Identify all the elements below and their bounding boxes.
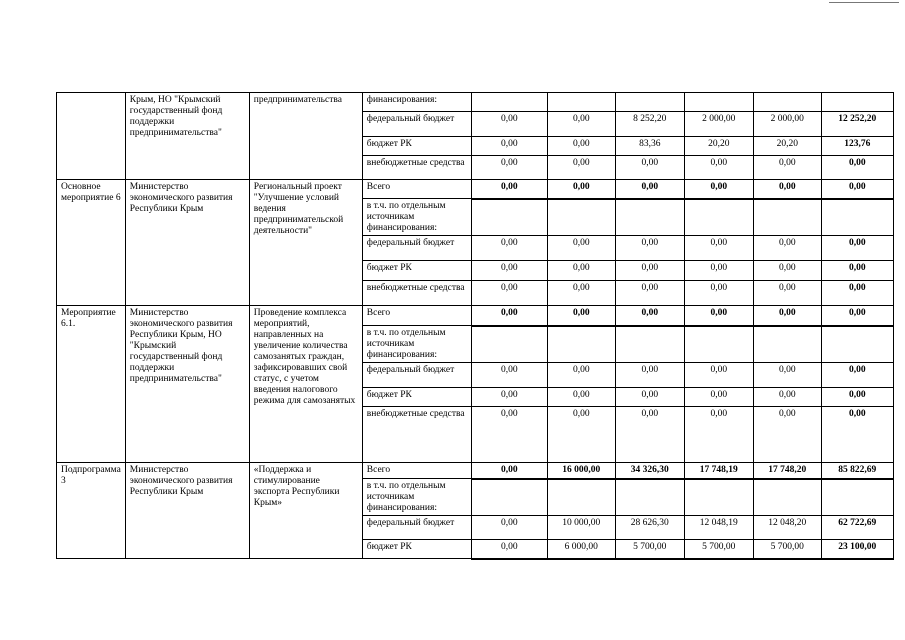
value-cell: 34 326,30 [615, 463, 684, 479]
value-cell: 0,00 [753, 261, 821, 281]
value-cell: 0,00 [684, 261, 753, 281]
source-cell: федеральный бюджет [362, 112, 471, 137]
funding-table [56, 92, 894, 560]
executor-cell: Министерство экономического развития Республики Крым, НО "Крымский государственный фонд поддержки предпринимательства" [125, 306, 249, 463]
total-cell: 12 252,20 [821, 112, 893, 137]
value-cell: 0,00 [471, 463, 547, 479]
total-cell: 0,00 [821, 180, 893, 199]
source-cell: бюджет РК [362, 388, 471, 407]
value-cell: 0,00 [547, 112, 615, 137]
value-cell: 0,00 [547, 156, 615, 180]
total-cell: 0,00 [821, 306, 893, 326]
value-cell: 0,00 [471, 363, 547, 388]
source-cell: бюджет РК [362, 540, 471, 559]
value-cell: 0,00 [615, 236, 684, 261]
value-cell: 0,00 [547, 281, 615, 306]
value-cell: 0,00 [753, 407, 821, 463]
value-cell: 12 048,20 [753, 516, 821, 540]
value-cell: 83,36 [615, 137, 684, 156]
value-cell: 10 000,00 [547, 516, 615, 540]
total-cell: 23 100,00 [821, 540, 893, 559]
value-cell: 0,00 [753, 306, 821, 326]
total-cell: 0,00 [821, 388, 893, 407]
value-cell: 0,00 [684, 236, 753, 261]
source-cell: в т.ч. по отдельным источникам финансирования: [362, 479, 471, 516]
value-cell: 20,20 [684, 137, 753, 156]
total-cell: 0,00 [821, 363, 893, 388]
source-cell: Всего [362, 306, 471, 326]
description-cell: «Поддержка и стимулирование экспорта Республики Крым» [249, 463, 362, 559]
value-cell: 0,00 [471, 540, 547, 559]
source-cell: Всего [362, 180, 471, 199]
total-cell: 0,00 [821, 156, 893, 180]
source-cell: федеральный бюджет [362, 236, 471, 261]
total-cell: 0,00 [821, 281, 893, 306]
value-cell: 0,00 [471, 281, 547, 306]
table-row [57, 93, 894, 112]
total-cell: 123,76 [821, 137, 893, 156]
source-cell: Всего [362, 463, 471, 479]
value-cell: 0,00 [684, 306, 753, 326]
value-cell: 0,00 [471, 137, 547, 156]
value-cell: 0,00 [471, 236, 547, 261]
source-cell: внебюджетные средства [362, 407, 471, 463]
code-cell [57, 93, 126, 180]
value-cell: 0,00 [615, 180, 684, 199]
value-cell: 0,00 [753, 281, 821, 306]
table-row [57, 306, 894, 326]
value-cell: 2 000,00 [753, 112, 821, 137]
value-cell: 0,00 [753, 388, 821, 407]
value-cell: 0,00 [753, 156, 821, 180]
table-row [57, 463, 894, 479]
value-cell: 0,00 [471, 261, 547, 281]
value-cell: 0,00 [547, 137, 615, 156]
source-cell: в т.ч. по отдельным источникам финансирования: [362, 199, 471, 236]
executor-cell: Министерство экономического развития Республики Крым [125, 180, 249, 306]
value-cell: 0,00 [684, 281, 753, 306]
value-cell: 0,00 [684, 156, 753, 180]
value-cell: 0,00 [615, 363, 684, 388]
value-cell: 0,00 [471, 516, 547, 540]
value-cell: 12 048,19 [684, 516, 753, 540]
value-cell: 0,00 [547, 363, 615, 388]
value-cell: 0,00 [684, 407, 753, 463]
value-cell: 6 000,00 [547, 540, 615, 559]
value-cell: 0,00 [684, 363, 753, 388]
value-cell: 0,00 [547, 180, 615, 199]
executor-cell: Крым, НО "Крымский государственный фонд поддержки предпринимательства" [125, 93, 249, 180]
value-cell: 0,00 [547, 407, 615, 463]
page-corner-rule [829, 2, 899, 3]
code-cell: Мероприятие 6.1. [57, 306, 126, 463]
source-cell: бюджет РК [362, 137, 471, 156]
value-cell: 0,00 [615, 388, 684, 407]
value-cell: 0,00 [615, 306, 684, 326]
value-cell: 8 252,20 [615, 112, 684, 137]
source-cell: бюджет РК [362, 261, 471, 281]
value-cell: 0,00 [547, 261, 615, 281]
source-cell: в т.ч. по отдельным источникам финансирования: [362, 326, 471, 363]
source-cell: финансирования: [362, 93, 471, 112]
value-cell: 5 700,00 [615, 540, 684, 559]
total-cell: 62 722,69 [821, 516, 893, 540]
value-cell: 0,00 [615, 156, 684, 180]
value-cell: 0,00 [684, 388, 753, 407]
source-cell: федеральный бюджет [362, 363, 471, 388]
value-cell: 17 748,20 [753, 463, 821, 479]
value-cell: 0,00 [615, 281, 684, 306]
description-cell: предпринимательства [249, 93, 362, 180]
total-cell: 0,00 [821, 407, 893, 463]
value-cell: 0,00 [753, 363, 821, 388]
table-row [57, 180, 894, 199]
value-cell: 0,00 [615, 261, 684, 281]
value-cell: 0,00 [471, 407, 547, 463]
value-cell: 0,00 [471, 180, 547, 199]
value-cell: 0,00 [471, 156, 547, 180]
code-cell: Основное мероприятие 6 [57, 180, 126, 306]
value-cell: 2 000,00 [684, 112, 753, 137]
executor-cell: Министерство экономического развития Республики Крым [125, 463, 249, 559]
value-cell: 0,00 [471, 388, 547, 407]
source-cell: федеральный бюджет [362, 516, 471, 540]
value-cell: 16 000,00 [547, 463, 615, 479]
value-cell: 5 700,00 [753, 540, 821, 559]
value-cell: 0,00 [547, 388, 615, 407]
value-cell: 0,00 [753, 180, 821, 199]
code-cell: Подпрограмма 3 [57, 463, 126, 559]
description-cell: Региональный проект "Улучшение условий ведения предпринимательской деятельности" [249, 180, 362, 306]
value-cell: 28 626,30 [615, 516, 684, 540]
total-cell: 85 822,69 [821, 463, 893, 479]
source-cell: внебюджетные средства [362, 156, 471, 180]
value-cell: 0,00 [471, 306, 547, 326]
value-cell: 17 748,19 [684, 463, 753, 479]
value-cell: 0,00 [471, 112, 547, 137]
source-cell: внебюджетные средства [362, 281, 471, 306]
value-cell: 0,00 [547, 306, 615, 326]
value-cell: 0,00 [753, 236, 821, 261]
total-cell: 0,00 [821, 261, 893, 281]
value-cell: 5 700,00 [684, 540, 753, 559]
total-cell: 0,00 [821, 236, 893, 261]
value-cell: 20,20 [753, 137, 821, 156]
value-cell: 0,00 [547, 236, 615, 261]
value-cell: 0,00 [684, 180, 753, 199]
value-cell: 0,00 [615, 407, 684, 463]
description-cell: Проведение комплекса мероприятий, направленных на увеличение количества самозанятых граждан, зафиксировавших свой статус, с учетом введения налогового режима для самозанятых [249, 306, 362, 463]
